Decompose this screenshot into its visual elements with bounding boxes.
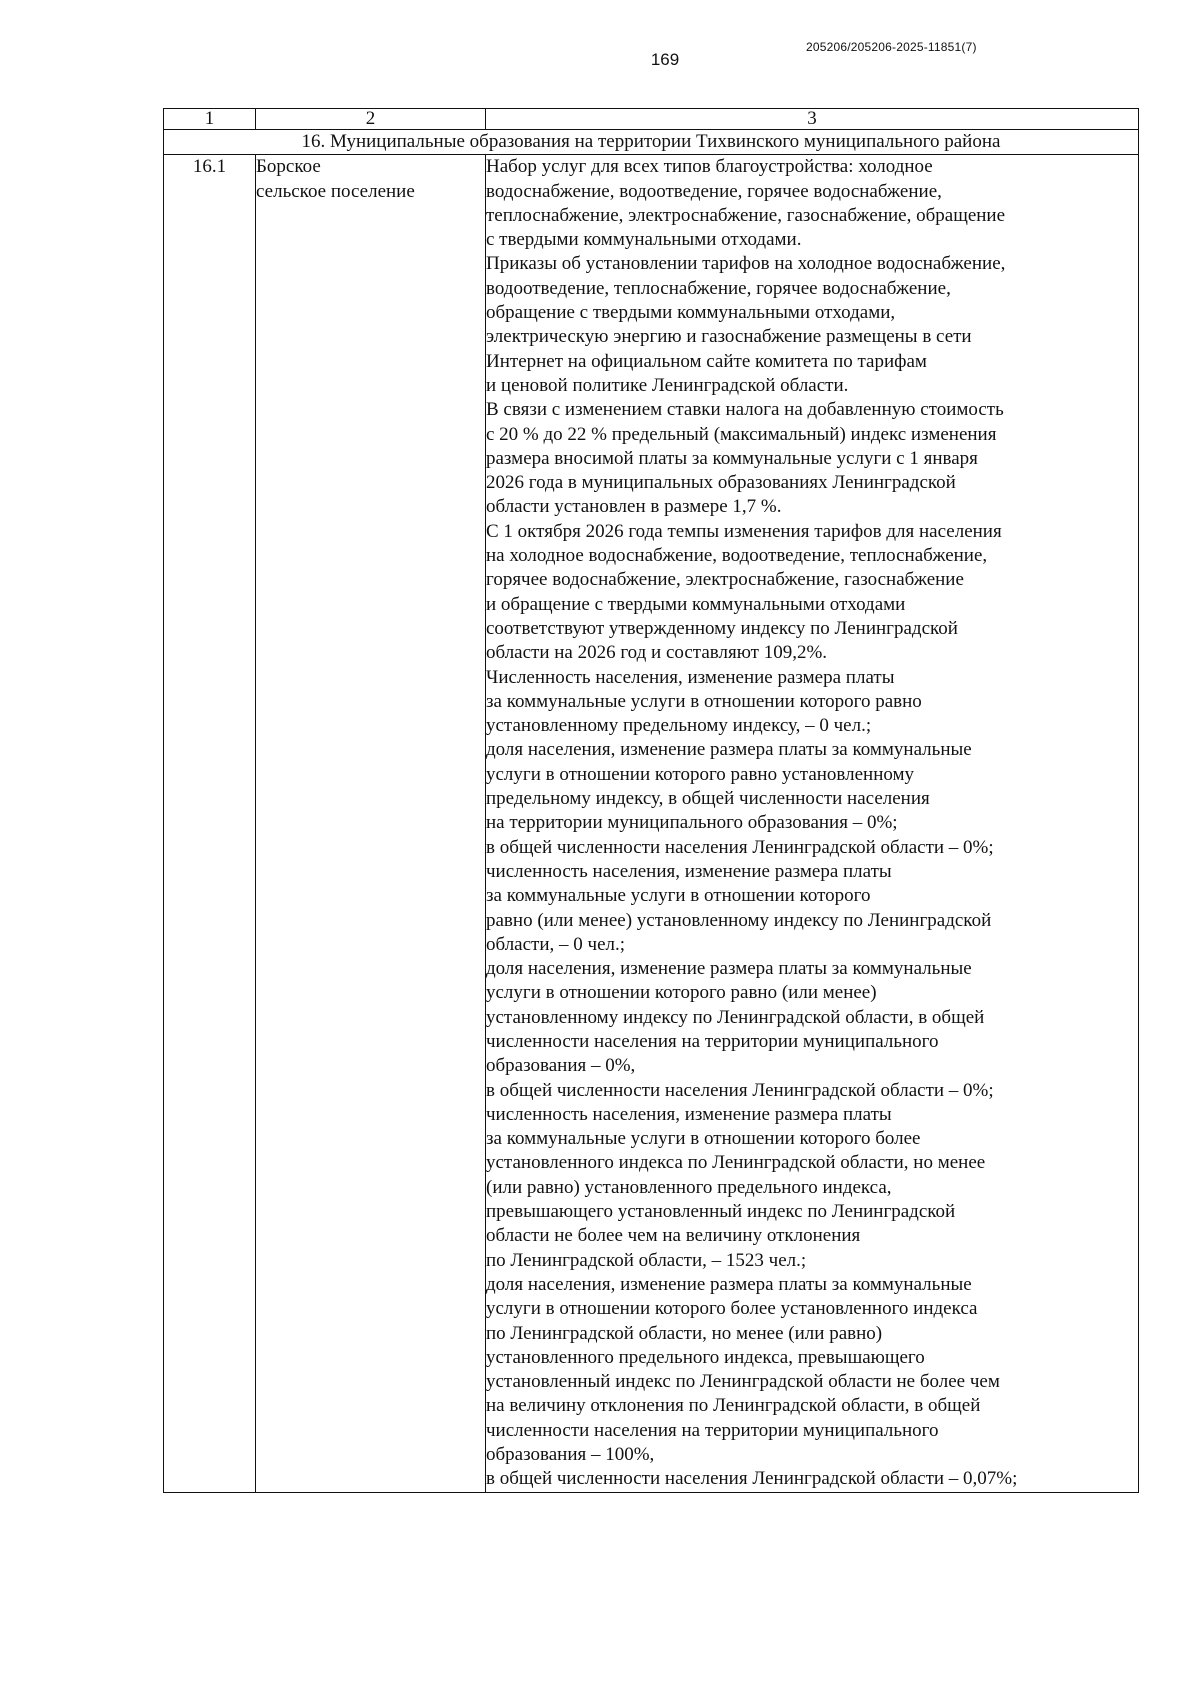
section-row <box>164 130 1139 155</box>
description-line: (или равно) установленного предельного индекса, <box>486 1176 892 1198</box>
description-line: обращение с твердыми коммунальными отходами, <box>486 302 896 324</box>
column-header-3: 3 <box>486 109 1139 130</box>
column-header-1: 1 <box>164 109 256 130</box>
description-line: на величину отклонения по Ленинградской области, в общей <box>486 1395 981 1417</box>
description-line: с твердыми коммунальными отходами. <box>486 229 802 251</box>
description-line: В связи с изменением ставки налога на добавленную стоимость <box>486 399 1004 421</box>
description-line: в общей численности населения Ленинградской области – 0%; <box>486 1079 994 1101</box>
description-line: в общей численности населения Ленинградской области – 0,07%; <box>486 1468 1018 1490</box>
description-line: установленному индексу по Ленинградской области, в общей <box>486 1006 985 1028</box>
description-line: установленного предельного индекса, превышающего <box>486 1346 925 1368</box>
section-title: 16. Муниципальные образования на территории Тихвинского муниципального района <box>164 130 1139 155</box>
description-line: и обращение с твердыми коммунальными отходами <box>486 593 906 615</box>
description-line: размера вносимой платы за коммунальные услуги с 1 января <box>486 447 978 469</box>
table-row <box>164 155 1139 1492</box>
description-line: Численность населения, изменение размера платы <box>486 666 895 688</box>
description-line: области, – 0 чел.; <box>486 933 626 955</box>
description-line: и ценовой политике Ленинградской области. <box>486 374 849 396</box>
description-line: С 1 октября 2026 года темпы изменения тарифов для населения <box>486 520 1002 542</box>
description-cell <box>486 155 1139 1492</box>
description-line: равно (или менее) установленному индексу по Ленинградской <box>486 909 992 931</box>
description-line: численность населения, изменение размера платы <box>486 860 892 882</box>
description-line: доля населения, изменение размера платы за коммунальные <box>486 958 972 980</box>
tariff-table <box>163 108 1139 1493</box>
column-header-row <box>164 109 1139 130</box>
description-line: за коммунальные услуги в отношении которого равно <box>486 690 922 712</box>
description-line: водоотведение, теплоснабжение, горячее водоснабжение, <box>486 277 951 299</box>
description-line: соответствуют утвержденному индексу по Ленинградской <box>486 617 958 639</box>
description-line: за коммунальные услуги в отношении которого <box>486 885 871 907</box>
description-line: электрическую энергию и газоснабжение размещены в сети <box>486 326 972 348</box>
description-line: услуги в отношении которого равно установленному <box>486 763 915 785</box>
description-line: услуги в отношении которого более установленного индекса <box>486 1298 978 1320</box>
description-line: численности населения на территории муниципального <box>486 1030 939 1052</box>
description-line: по Ленинградской области, – 1523 чел.; <box>486 1249 807 1271</box>
description-line: по Ленинградской области, но менее (или равно) <box>486 1322 883 1344</box>
description-line: в общей численности населения Ленинградской области – 0%; <box>486 836 994 858</box>
description-line: доля населения, изменение размера платы за коммунальные <box>486 1273 972 1295</box>
description-line: области не более чем на величину отклонения <box>486 1225 861 1247</box>
description-line: горячее водоснабжение, электроснабжение, газоснабжение <box>486 569 964 591</box>
description-line: области на 2026 год и составляют 109,2%. <box>486 642 828 664</box>
description-line: на территории муниципального образования – 0%; <box>486 812 898 834</box>
column-header-2: 2 <box>256 109 486 130</box>
description-line: услуги в отношении которого равно (или менее) <box>486 982 877 1004</box>
description-line: с 20 % до 22 % предельный (максимальный) индекс изменения <box>486 423 997 445</box>
municipality-name-line: Борское <box>256 156 321 178</box>
description-line: образования – 0%, <box>486 1055 636 1077</box>
description-line: численности населения на территории муниципального <box>486 1419 939 1441</box>
description-line: образования – 100%, <box>486 1444 655 1466</box>
description-line: Интернет на официальном сайте комитета по тарифам <box>486 350 927 372</box>
description-line: доля населения, изменение размера платы за коммунальные <box>486 739 972 761</box>
description-line: теплоснабжение, электроснабжение, газоснабжение, обращение <box>486 204 1006 226</box>
description-line: установленного индекса по Ленинградской области, но менее <box>486 1152 986 1174</box>
municipality-name-line: сельское поселение <box>256 180 415 202</box>
description-line: предельному индексу, в общей численности населения <box>486 788 930 810</box>
description-line: за коммунальные услуги в отношении которого более <box>486 1128 921 1150</box>
description-line: на холодное водоснабжение, водоотведение, теплоснабжение, <box>486 545 988 567</box>
page-number: 169 <box>650 50 680 69</box>
municipality-name <box>256 155 486 1492</box>
description-line: установленному предельному индексу, – 0 чел.; <box>486 715 872 737</box>
description-line: области установлен в размере 1,7 %. <box>486 496 782 518</box>
description-line: Набор услуг для всех типов благоустройства: холодное <box>486 156 933 178</box>
description-line: водоснабжение, водоотведение, горячее водоснабжение, <box>486 180 942 202</box>
description-line: численность населения, изменение размера платы <box>486 1103 892 1125</box>
document-id: 205206/205206-2025-11851(7) <box>806 40 977 54</box>
description-line: установленный индекс по Ленинградской области не более чем <box>486 1371 1000 1393</box>
row-number: 16.1 <box>164 155 256 1492</box>
description-line: 2026 года в муниципальных образованиях Ленинградской <box>486 472 956 494</box>
description-line: Приказы об установлении тарифов на холодное водоснабжение, <box>486 253 1006 275</box>
description-line: превышающего установленный индекс по Ленинградской <box>486 1201 956 1223</box>
